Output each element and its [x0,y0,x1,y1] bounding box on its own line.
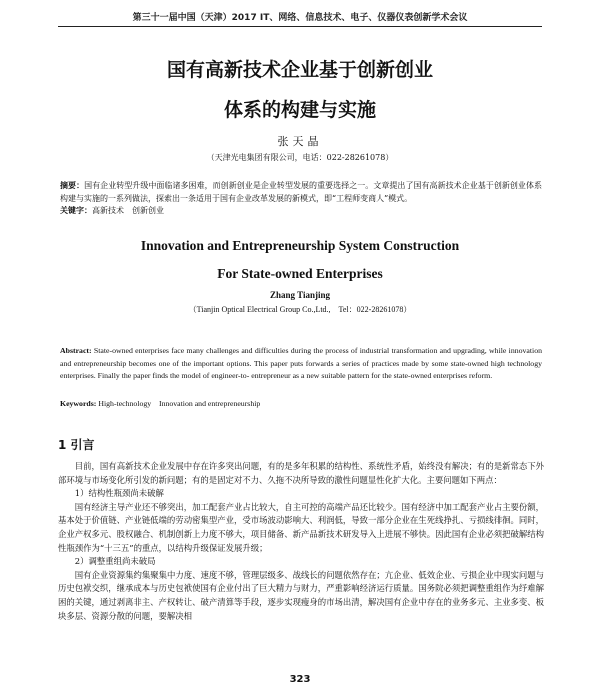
item2-heading: 2）调整重组尚未破局 [74,556,156,567]
section-heading-introduction: 1 引言 [58,438,95,452]
section-body [58,460,544,623]
keywords-cn-label: 关键字： [60,206,92,215]
keywords-cn [60,205,542,218]
keywords-en-text: High-technology Innovation and entrepreneurship [98,399,261,408]
abstract-en-label: Abstract: [60,346,92,355]
item1-heading: 1）结构性瓶颈尚未破解 [74,488,164,499]
title-cn-line1: 国有高新技术企业基于创新创业 [166,59,433,81]
header-rule [58,26,542,27]
abstract-cn [60,180,542,205]
abstract-cn-text: 国有企业转型升级中面临诸多困难，而创新创业是企业转型发展的重要选择之一。文章提出了国有高新技术企业基于创新创业体系构建与实施的一系列做法，探索出一条适用于国有企业改革发展的新模式，即“工程师变商人”模式。 [60,181,543,203]
title-en-line2: For State-owned Enterprises [217,266,383,281]
author-cn: 张天晶 [277,135,323,148]
intro-paragraph: 目前，国有高新技术企业发展中存在许多突出问题，有的是多年积累的结构性、系统性矛盾，始终没有解决；有的是新常态下外部环境与市场变化所引发的新问题；有的是固定对不力、久拖不决所导致的激性问题显性化扩大化。主要问题如下两点： [58,461,544,485]
running-header: 第三十一届中国（天津）2017 IT、网络、信息技术、电子、仪器仪表创新学术会议 [132,13,468,23]
item1-paragraph: 国有经济主导产业还不够突出，加工配套产业占比较大，自主可控的高端产品还比较少。国有经济中加工配套产业占主要份额，基本处于价值链、产业链低端的劳动密集型产业，受市场波动影响大、利润低，导致一部分企业在生死线挣扎、亏损线徘徊。同时，企业产权多元、股权融合、机制创新上力度不够大，项目储备、新产品新技术研发导入上进展不够快。因此国有企业必须把破解结构性瓶颈作为“十三五”的重点，以结构升级保证发展升级； [58,501,544,553]
keywords-en-label: Keywords: [60,399,97,408]
abstract-cn-label: 摘要： [60,181,85,190]
item2-paragraph: 国有企业资源集约集聚集中力度、速度不够，管理层级多、战线长的问题依然存在；亢企业、低效企业、亏损企业中现实问题与历史包袱交织，继承成本与历史包袱使国有企业付出了巨大精力与财力，严重影响经济运行质量。国务院必须把调整重组作为纾难解困的关键，通过剥离非主、产权转让、破产清算等手段，逐步实现瘦身的市场出清，解决国有企业中存在的业务多元、主业多变、板块多层、资源分散的问题，要解决相 [58,569,544,621]
author-en: Zhang Tianjing [270,290,330,300]
abstract-en-text: State-owned enterprises face many challenges and difficulties during the process of industrial transformation and upgrading, while innovation and entrepreneurship becomes one of the important options. This paper puts forwards a series of practices made by some state-owned high technology enterprises. Finally the paper finds the model of engineer-to- entrepreneur as a new suitable pattern for the state-owned enterprises reform. [60,346,542,380]
abstract-en [60,345,542,383]
keywords-cn-text: 高新技术 创新创业 [92,206,164,215]
title-en-line1: Innovation and Entrepreneurship System Construction [140,238,460,253]
page-number: 323 [289,674,311,685]
affiliation-en: （Tianjin Optical Electrical Group Co.,Ltd., Tel：022-28261078） [188,305,412,314]
keywords-en [60,398,542,411]
affiliation-cn: （天津光电集团有限公司，电话：022-28261078） [206,153,394,162]
title-cn-line2: 体系的构建与实施 [223,99,376,121]
